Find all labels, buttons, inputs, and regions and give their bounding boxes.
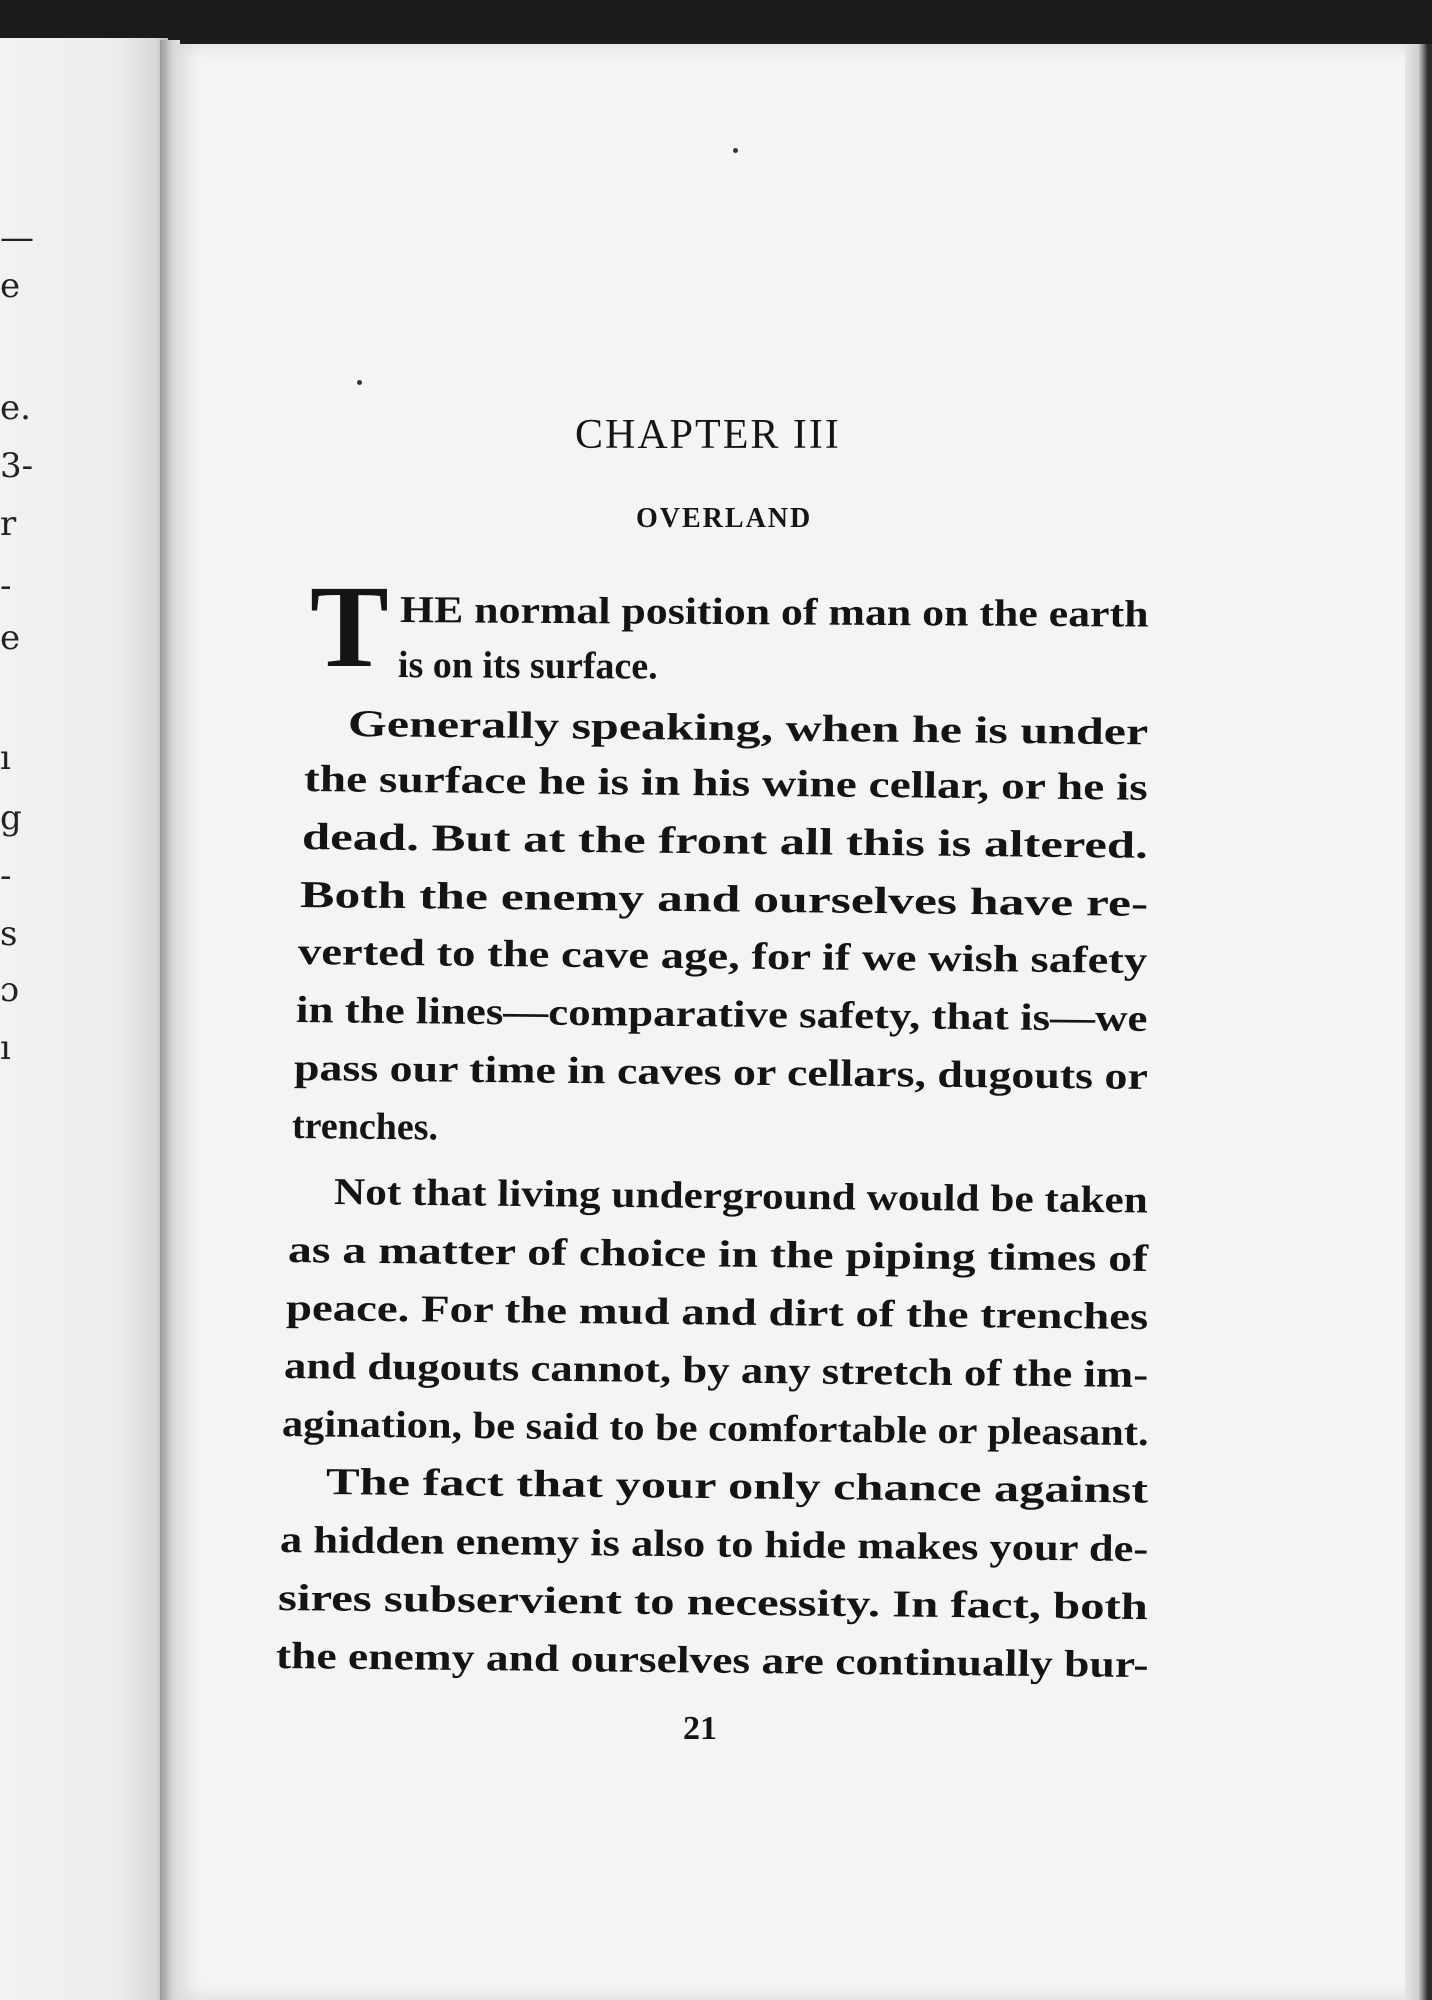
text-line: dead. But at the front all this is altered. (301, 816, 1149, 867)
text-line: and dugouts cannot, by any stretch of the im- (283, 1345, 1149, 1397)
left-page-fragment: e (0, 266, 21, 306)
left-page-fragment: ı (0, 738, 11, 778)
left-page-fragment: ı (0, 1028, 11, 1068)
text-line: a hidden enemy is also to hide makes your de- (279, 1519, 1149, 1571)
drop-cap: T (310, 561, 389, 692)
ink-speck (733, 148, 738, 153)
chapter-subtitle: OVERLAND (636, 503, 813, 534)
left-page-fragment: ɔ (0, 970, 20, 1010)
left-page-fragment: e. (0, 388, 31, 428)
text-line: HE normal position of man on the earth (399, 589, 1149, 636)
text-line: pass our time in caves or cellars, dugouts or (293, 1047, 1149, 1098)
text-line: agination, be said to be comfortable or pleasant. (281, 1403, 1149, 1455)
text-line: as a matter of choice in the piping times of (287, 1229, 1149, 1281)
text-line: Generally speaking, when he is under (347, 703, 1149, 754)
text-line: verted to the cave age, for if we wish safety (297, 931, 1148, 982)
left-page-fragment: — (0, 218, 34, 258)
text-line: The fact that your only chance against (325, 1461, 1149, 1512)
text-line: trenches. (291, 1105, 439, 1149)
left-page-fragment: - (0, 566, 12, 606)
scan-top-border (0, 0, 1432, 44)
ink-speck (357, 380, 362, 385)
text-line: peace. For the mud and dirt of the trenches (285, 1287, 1149, 1339)
page-number: 21 (683, 1710, 717, 1747)
text-line: Both the enemy and ourselves have re- (299, 874, 1149, 925)
chapter-title: CHAPTER III (575, 412, 841, 458)
left-page-fragment: e (0, 618, 21, 658)
left-page-fragment: g (0, 798, 22, 838)
text-line: in the lines—comparative safety, that is—we (295, 989, 1148, 1040)
left-page-fragment: - (0, 856, 12, 896)
text-line: is on its surface. (397, 644, 658, 688)
text-line: Not that living underground would be taken (333, 1171, 1148, 1222)
left-page-fragment: r (0, 504, 17, 544)
left-page-fragment: 3- (0, 446, 34, 486)
text-line: sires subservient to necessity. In fact, both (277, 1577, 1149, 1629)
right-page-edge (1405, 44, 1432, 2000)
text-line: the enemy and ourselves are continually bur- (275, 1635, 1149, 1687)
text-line: the surface he is in his wine cellar, or he is (303, 758, 1148, 809)
left-page-edge (0, 38, 168, 2000)
left-page-fragment: s (0, 914, 18, 954)
